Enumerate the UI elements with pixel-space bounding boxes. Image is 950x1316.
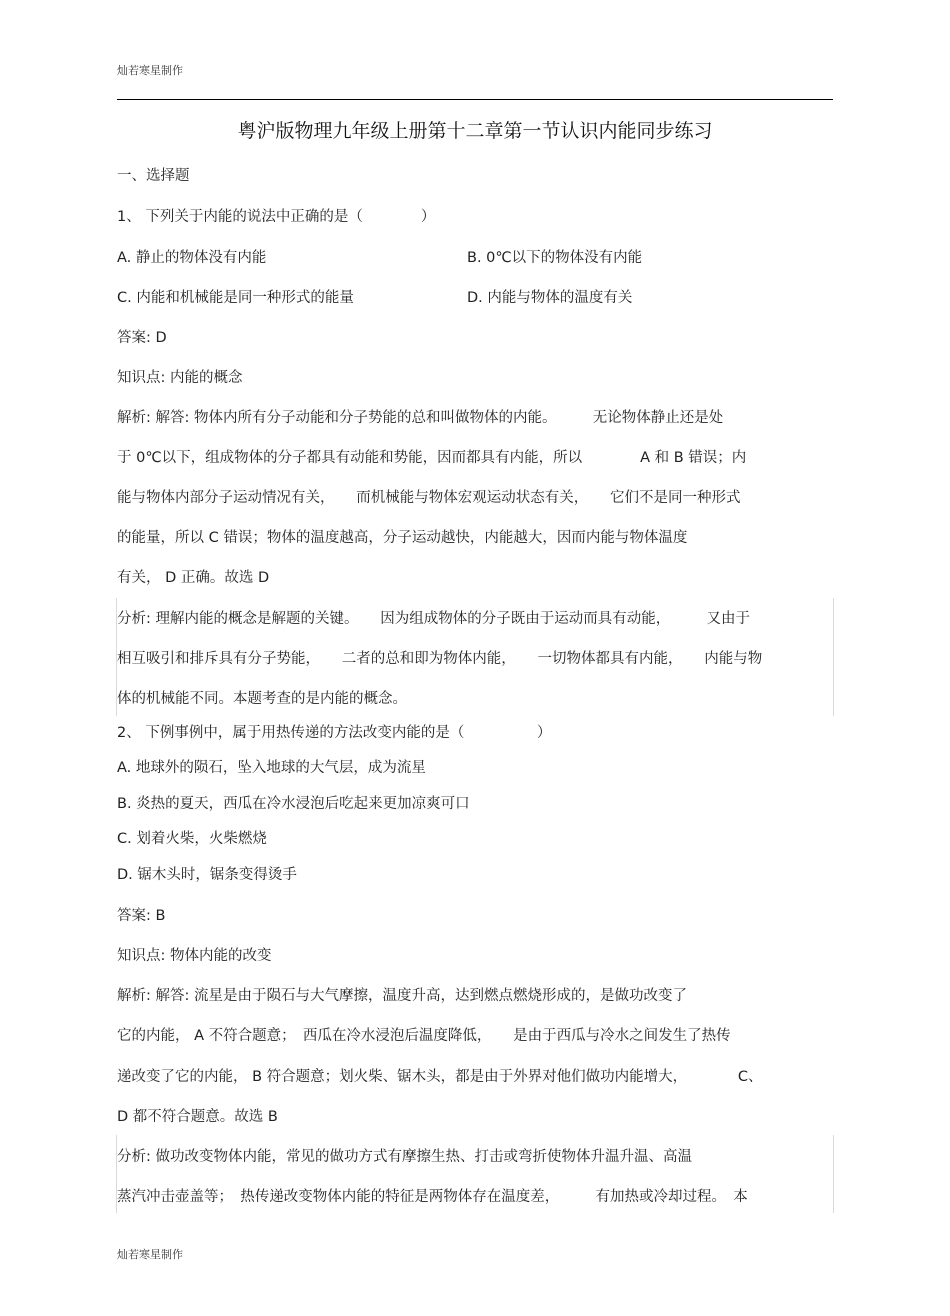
q1-knowledge-point: 知识点: 内能的概念 bbox=[117, 370, 243, 386]
page-header: 灿若寒星制作 bbox=[117, 64, 183, 77]
section-heading: 一、选择题 bbox=[117, 168, 190, 184]
document-title: 粤沪版物理九年级上册第十二章第一节认识内能同步练习 bbox=[237, 120, 713, 142]
q2-knowledge-point: 知识点: 物体内能的改变 bbox=[117, 948, 272, 964]
q1-option-c: C. 内能和机械能是同一种形式的能量 bbox=[117, 290, 354, 306]
q2-option-d: D. 锯木头时，锯条变得烫手 bbox=[117, 867, 297, 883]
header-rule bbox=[117, 99, 833, 100]
q2-option-c: C. 划着火柴，火柴燃烧 bbox=[117, 831, 267, 847]
q2-analysis-line: D 都不符合题意。故选 B bbox=[117, 1109, 278, 1125]
q2-fenxi-line: 蒸汽冲击壶盖等； 热传递改变物体内能的特征是两物体存在温度差， 有加热或冷却过程。 本 bbox=[117, 1189, 748, 1205]
q2-fenxi-line: 分析: 做功改变物体内能，常见的做功方式有摩擦生热、打击或弯折使物体升温升温、高温 bbox=[117, 1149, 692, 1165]
q1-analysis-line: 解析: 解答: 物体内所有分子动能和分子势能的总和叫做物体的内能。 无论物体静止还是处 bbox=[117, 410, 724, 426]
q1-answer: 答案: D bbox=[117, 330, 167, 346]
q1-question: 1、 下列关于内能的说法中正确的是（ ） bbox=[117, 209, 436, 225]
q2-analysis-line: 解析: 解答: 流星是由于陨石与大气摩擦，温度升高，达到燃点燃烧形成的，是做功改变了 bbox=[117, 988, 687, 1004]
q2-question: 2、 下例事例中，属于用热传递的方法改变内能的是（ ） bbox=[117, 725, 552, 741]
q1-analysis-line: 于 0℃以下，组成物体的分子都具有动能和势能，因而都具有内能，所以 A 和 B 错误；内 bbox=[117, 450, 747, 466]
q1-analysis-line: 的能量，所以 C 错误；物体的温度越高，分子运动越快，内能越大，因而内能与物体温度 bbox=[117, 530, 688, 546]
q1-fenxi-line: 体的机械能不同。本题考查的是内能的概念。 bbox=[117, 691, 407, 707]
q1-option-a: A. 静止的物体没有内能 bbox=[117, 250, 267, 266]
q2-answer: 答案: B bbox=[117, 908, 166, 924]
q2-option-b: B. 炎热的夏天，西瓜在冷水浸泡后吃起来更加凉爽可口 bbox=[117, 796, 470, 812]
q1-option-b: B. 0℃以下的物体没有内能 bbox=[467, 250, 643, 266]
q1-analysis-line: 能与物体内部分子运动情况有关， 而机械能与物体宏观运动状态有关， 它们不是同一种形式 bbox=[117, 490, 741, 506]
page-footer: 灿若寒星制作 bbox=[117, 1248, 183, 1261]
q2-analysis-line: 递改变了它的内能， B 符合题意；划火柴、锯木头，都是由于外界对他们做功内能增大， C、 bbox=[117, 1069, 763, 1085]
q1-fenxi-line: 分析: 理解内能的概念是解题的关键。 因为组成物体的分子既由于运动而具有动能， 又由于 bbox=[117, 611, 750, 627]
q1-option-d: D. 内能与物体的温度有关 bbox=[467, 290, 633, 306]
q2-option-a: A. 地球外的陨石，坠入地球的大气层，成为流星 bbox=[117, 760, 426, 776]
q1-fenxi-line: 相互吸引和排斥具有分子势能， 二者的总和即为物体内能， 一切物体都具有内能， 内能与物 bbox=[117, 651, 763, 667]
q2-analysis-line: 它的内能， A 不符合题意； 西瓜在冷水浸泡后温度降低， 是由于西瓜与冷水之间发生了热传 bbox=[117, 1028, 731, 1044]
q1-analysis-line: 有关， D 正确。故选 D bbox=[117, 570, 270, 586]
